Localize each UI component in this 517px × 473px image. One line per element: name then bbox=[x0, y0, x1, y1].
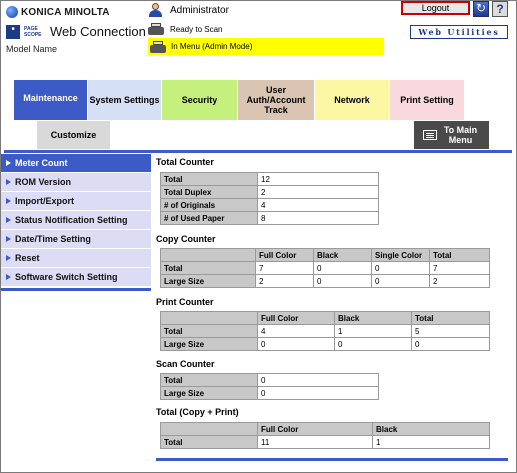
cell-value: 2 bbox=[430, 275, 490, 288]
model-name-label: Model Name bbox=[6, 44, 58, 54]
table-row bbox=[161, 374, 379, 387]
administrator-icon bbox=[148, 3, 164, 17]
table-row bbox=[161, 338, 490, 351]
row-label: Total Duplex bbox=[161, 186, 258, 199]
print-counter-title: Print Counter bbox=[156, 297, 214, 307]
sidebar-item-reset[interactable] bbox=[1, 249, 151, 267]
printer-menu-icon bbox=[150, 41, 166, 53]
row-label: Total bbox=[161, 325, 258, 338]
help-icon[interactable]: ? bbox=[492, 1, 508, 17]
pagescope-logo bbox=[6, 24, 146, 39]
table-row bbox=[161, 387, 379, 400]
web-utilities-link[interactable]: Web Utilities bbox=[410, 25, 508, 39]
cell-value: 0 bbox=[372, 275, 430, 288]
table-row bbox=[161, 173, 379, 186]
table-header-row bbox=[161, 423, 490, 436]
arrow-right-icon bbox=[6, 198, 11, 204]
scan-counter-title: Scan Counter bbox=[156, 359, 215, 369]
mode-status-bar bbox=[148, 38, 384, 55]
arrow-right-icon bbox=[6, 274, 11, 280]
sidebar-item-status-notification[interactable] bbox=[1, 211, 151, 229]
table-row bbox=[161, 186, 379, 199]
to-main-menu-label: To Main Menu bbox=[443, 125, 478, 145]
cell-value: 4 bbox=[258, 199, 379, 212]
copy-counter-title: Copy Counter bbox=[156, 234, 216, 244]
table-row bbox=[161, 262, 490, 275]
sidebar-item-label: Reset bbox=[15, 253, 40, 263]
arrow-right-icon bbox=[6, 255, 11, 261]
row-label: Total bbox=[161, 262, 256, 275]
cell-value: 2 bbox=[256, 275, 314, 288]
sidebar-item-meter-count[interactable] bbox=[1, 154, 151, 172]
logout-button[interactable]: Logout bbox=[401, 1, 470, 15]
cell-value: 5 bbox=[412, 325, 490, 338]
column-header: Single Color bbox=[372, 249, 430, 262]
sidebar-item-label: Date/Time Setting bbox=[15, 234, 91, 244]
arrow-right-icon bbox=[6, 236, 11, 242]
column-header: Total bbox=[430, 249, 490, 262]
column-header: Full Color bbox=[258, 423, 373, 436]
cell-value: 0 bbox=[412, 338, 490, 351]
pagescope-text: PAGE SCOPE bbox=[24, 25, 42, 38]
row-label: Large Size bbox=[161, 338, 258, 351]
total-copy-print-title: Total (Copy + Print) bbox=[156, 407, 239, 417]
header-blank bbox=[161, 423, 258, 436]
row-label: Total bbox=[161, 173, 258, 186]
sidebar-item-software-switch[interactable] bbox=[1, 268, 151, 286]
column-header: Total bbox=[412, 312, 490, 325]
brand-name: KONICA MINOLTA bbox=[21, 6, 110, 18]
device-status: Ready to Scan bbox=[170, 24, 223, 34]
device-status-row bbox=[148, 23, 222, 35]
cell-value: 0 bbox=[372, 262, 430, 275]
cell-value: 0 bbox=[258, 387, 379, 400]
sidebar-item-label: Software Switch Setting bbox=[15, 272, 118, 282]
column-header: Full Color bbox=[258, 312, 335, 325]
table-header-row bbox=[161, 249, 490, 262]
cell-value: 1 bbox=[335, 325, 412, 338]
column-header: Black bbox=[314, 249, 372, 262]
print-counter-table bbox=[160, 311, 490, 351]
sidebar bbox=[1, 154, 151, 291]
sidebar-item-label: Status Notification Setting bbox=[15, 215, 128, 225]
to-main-menu-button[interactable] bbox=[414, 121, 489, 149]
cell-value: 0 bbox=[314, 262, 372, 275]
cell-value: 0 bbox=[258, 338, 335, 351]
tab-user-auth-account-track[interactable]: User Auth/Account Track bbox=[238, 80, 314, 120]
row-label: Total bbox=[161, 436, 258, 449]
user-role-row bbox=[148, 3, 229, 17]
arrow-right-icon bbox=[6, 217, 11, 223]
sidebar-item-label: Meter Count bbox=[15, 158, 68, 168]
konica-minolta-logo bbox=[6, 6, 110, 18]
sidebar-item-date-time[interactable] bbox=[1, 230, 151, 248]
arrow-right-icon bbox=[6, 179, 11, 185]
cell-value: 11 bbox=[258, 436, 373, 449]
cell-value: 7 bbox=[256, 262, 314, 275]
tab-maintenance[interactable]: Maintenance bbox=[14, 80, 87, 120]
app-name: Web Connection bbox=[50, 24, 146, 39]
header-blank bbox=[161, 249, 256, 262]
cell-value: 4 bbox=[258, 325, 335, 338]
column-header: Full Color bbox=[256, 249, 314, 262]
cell-value: 8 bbox=[258, 212, 379, 225]
table-row bbox=[161, 436, 490, 449]
printer-icon bbox=[148, 23, 164, 35]
tab-print-setting[interactable]: Print Setting bbox=[390, 80, 464, 120]
header-blank bbox=[161, 312, 258, 325]
main-menu-icon bbox=[423, 130, 437, 140]
header-divider bbox=[4, 150, 512, 153]
table-row bbox=[161, 275, 490, 288]
pagescope-icon: ■ bbox=[6, 25, 20, 39]
table-row bbox=[161, 199, 379, 212]
row-label: # of Used Paper bbox=[161, 212, 258, 225]
total-counter-table bbox=[160, 172, 379, 225]
globe-icon bbox=[6, 6, 18, 18]
cell-value: 12 bbox=[258, 173, 379, 186]
row-label: Large Size bbox=[161, 387, 258, 400]
column-header: Black bbox=[335, 312, 412, 325]
mode-status: In Menu (Admin Mode) bbox=[171, 42, 253, 51]
table-row bbox=[161, 212, 379, 225]
total-copy-print-table bbox=[160, 422, 490, 449]
tab-network[interactable]: Network bbox=[315, 80, 389, 120]
row-label: Large Size bbox=[161, 275, 256, 288]
table-header-row bbox=[161, 312, 490, 325]
tab-system-settings[interactable]: System Settings bbox=[88, 80, 161, 120]
tab-customize[interactable]: Customize bbox=[37, 121, 110, 149]
total-counter-title: Total Counter bbox=[156, 157, 214, 167]
refresh-icon[interactable]: ↻ bbox=[473, 1, 489, 17]
sidebar-item-import-export[interactable] bbox=[1, 192, 151, 210]
cell-value: 0 bbox=[335, 338, 412, 351]
row-label: # of Originals bbox=[161, 199, 258, 212]
content-bottom-divider bbox=[156, 458, 508, 461]
column-header: Black bbox=[373, 423, 490, 436]
cell-value: 1 bbox=[373, 436, 490, 449]
user-role: Administrator bbox=[170, 4, 229, 16]
sidebar-item-label: Import/Export bbox=[15, 196, 75, 206]
cell-value: 0 bbox=[258, 374, 379, 387]
cell-value: 7 bbox=[430, 262, 490, 275]
tab-security[interactable]: Security bbox=[162, 80, 237, 120]
row-label: Total bbox=[161, 374, 258, 387]
sidebar-divider bbox=[1, 288, 151, 291]
scan-counter-table bbox=[160, 373, 379, 400]
cell-value: 2 bbox=[258, 186, 379, 199]
sidebar-item-label: ROM Version bbox=[15, 177, 72, 187]
copy-counter-table bbox=[160, 248, 490, 288]
arrow-right-icon bbox=[6, 160, 11, 166]
sidebar-item-rom-version[interactable] bbox=[1, 173, 151, 191]
cell-value: 0 bbox=[314, 275, 372, 288]
table-row bbox=[161, 325, 490, 338]
